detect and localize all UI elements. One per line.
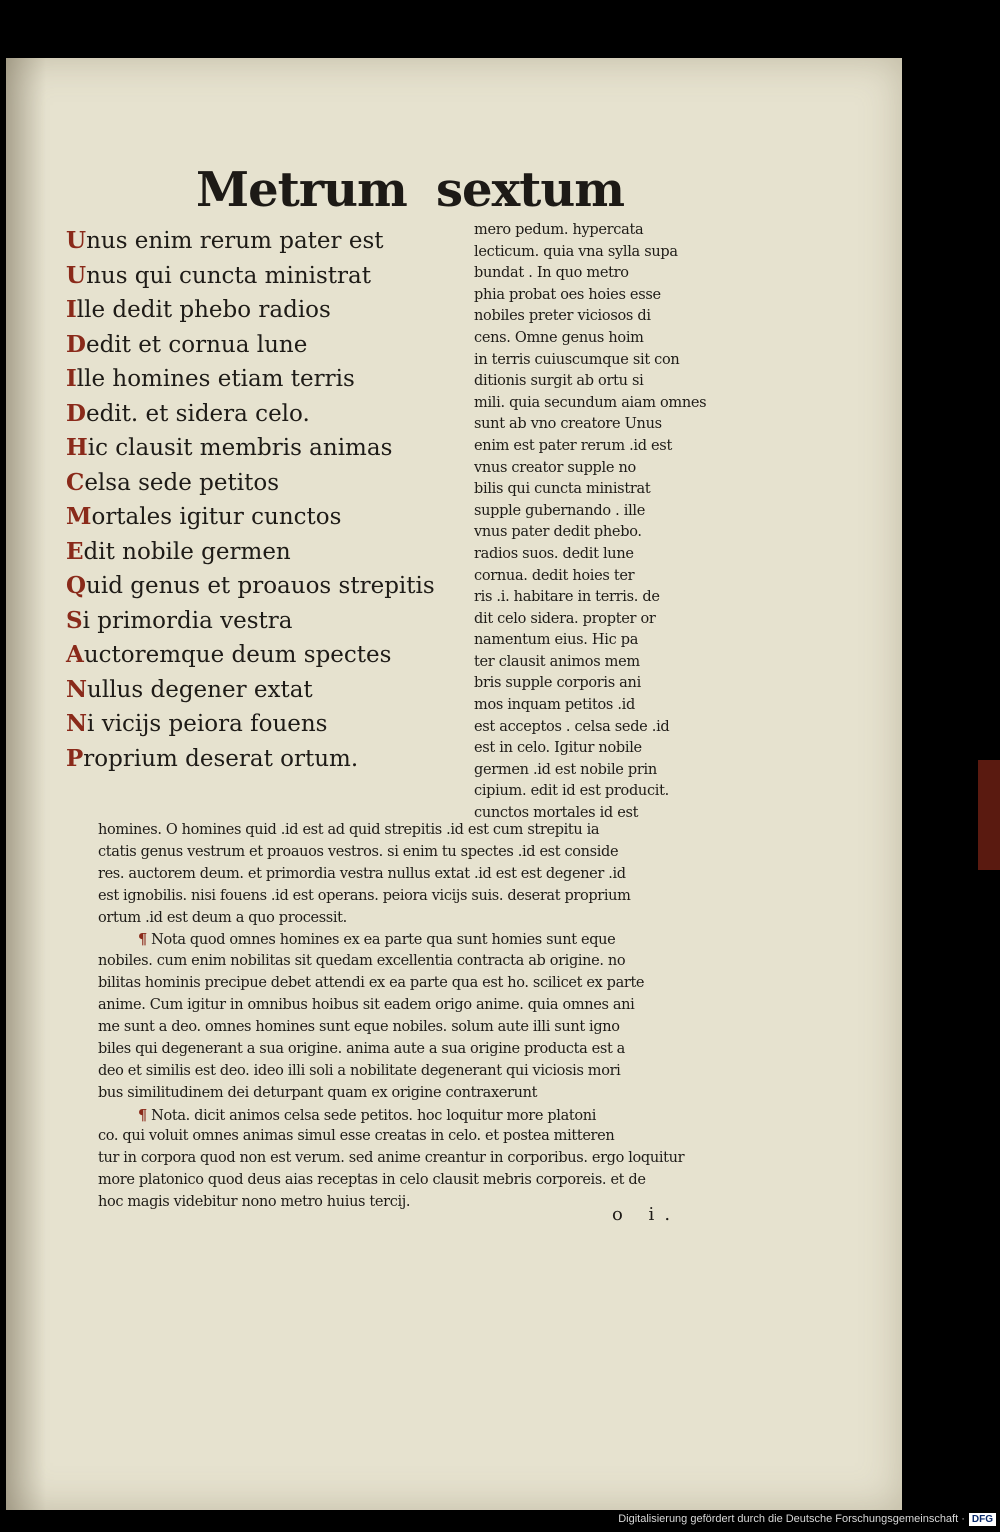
gloss-line: germen .id est nobile prin [474,761,657,778]
gloss-line: cipium. edit id est producit. [474,783,669,800]
verse-line: Hic clausit membris animas [66,434,393,461]
gloss-column [474,220,714,825]
commentary-line: co. qui voluit omnes animas simul esse creatas in celo. et postea mitteren [98,1128,615,1145]
gloss-line: est acceptos . celsa sede .id [474,718,670,735]
gloss-line: cornua. dedit hoies ter [474,567,635,584]
verse-line: Quid genus et proauos strepitis [66,572,435,599]
signature-mark: o i. [612,1204,681,1225]
gloss-line: mero pedum. hypercata [474,222,644,238]
title-word-2: sextum [436,162,625,218]
footer [618,1510,996,1528]
gloss-line: supple gubernando . ille [474,502,646,519]
initial-letter: N [66,675,88,703]
verse-line: Ni vicijs peiora fouens [66,710,328,737]
paragraph-mark: ¶ [138,1106,147,1124]
gloss-line: bilis qui cuncta ministrat [474,481,651,498]
commentary-line: ¶ Nota. dicit animos celsa sede petitos. hoc loquitur more platoni [138,1106,597,1124]
verse-line: Unus enim rerum pater est [66,227,384,254]
gloss-line: radios suos. dedit lune [474,545,634,562]
gloss-line: bris supple corporis ani [474,675,641,692]
gloss-line: in terris cuiuscumque sit con [474,351,680,368]
gloss-line: sunt ab vno creatore Unus [474,416,662,433]
verse-line: Ille dedit phebo radios [66,296,331,323]
commentary-line: anime. Cum igitur in omnibus hoibus sit eadem origo anime. quia omnes ani [98,997,635,1014]
commentary-line: bus similitudinem dei deturpant quam ex origine contraxerunt [98,1084,538,1101]
commentary-line: deo et similis est deo. ideo illi soli a nobilitate degenerant qui viciosis mori [98,1062,621,1079]
verse-line: Unus qui cuncta ministrat [66,261,371,289]
title-word-1: Metrum [196,162,407,218]
verse-line: Auctoremque deum spectes [66,641,392,668]
initial-letter: C [66,468,85,496]
gloss-line: dit celo sidera. propter or [474,610,656,627]
gloss-line: est in celo. Igitur nobile [474,740,642,757]
paragraph-mark: ¶ [138,931,147,949]
footer-text: Digitalisierung gefördert durch die Deutsche Forschungsgemeinschaft · [618,1513,965,1525]
initial-letter: S [66,606,83,634]
initial-letter: U [66,261,87,289]
commentary-line: ctatis genus vestrum et proauos vestros. si enim tu spectes .id est conside [98,843,619,860]
commentary-line: ortum .id est deum a quo processit. [98,909,347,926]
gloss-line: vnus pater dedit phebo. [474,524,642,541]
initial-letter: D [66,330,86,358]
gloss-line: vnus creator supple no [474,459,636,476]
commentary-line: tur in corpora quod non est verum. sed anime creantur in corporibus. ergo loquitur [98,1150,685,1167]
initial-letter: M [66,503,92,530]
verse-line: Mortales igitur cunctos [66,503,342,530]
verse-line: Edit nobile germen [66,537,291,565]
verse-line: Proprium deserat ortum. [66,744,359,772]
commentary-line: homines. O homines quid .id est ad quid strepitis .id est cum strepitu ia [98,822,600,838]
gloss-line: cunctos mortales id est [474,805,639,822]
gloss-line: mili. quia secundum aiam omnes [474,394,707,411]
verse-column [66,224,466,776]
gloss-line: mos inquam petitos .id [474,697,635,714]
page-edge-marker [978,760,1000,870]
gloss-line: cens. Omne genus hoim [474,329,644,346]
gloss-line: lecticum. quia vna sylla supa [474,243,678,260]
gloss-line: nobiles preter viciosos di [474,308,651,325]
commentary-line: more platonico quod deus aias receptas in celo clausit mebris corporeis. et de [98,1172,646,1189]
gloss-line: phia probat oes hoies esse [474,286,661,303]
verse-line: Celsa sede petitos [66,468,279,496]
initial-letter: U [66,227,87,254]
commentary-line: me sunt a deo. omnes homines sunt eque nobiles. solum aute illi sunt igno [98,1019,620,1036]
commentary-line: est ignobilis. nisi fouens .id est operans. peiora vicijs suis. deserat proprium [98,887,631,904]
gloss-line: bundat . In quo metro [474,265,629,282]
verse-line: Dedit. et sidera celo. [66,399,310,427]
verse-line: Ille homines etiam terris [66,365,355,392]
commentary-line: ¶ Nota quod omnes homines ex ea parte qua sunt homies sunt eque [138,931,616,949]
commentary-block [98,820,708,1214]
gloss-line: namentum eius. Hic pa [474,632,639,649]
commentary-line: bilitas hominis precipue debet attendi ex ea parte qua est ho. scilicet ex parte [98,975,645,992]
gutter-shadow [6,58,46,1510]
initial-letter: E [66,537,84,565]
dfg-logo: DFG [969,1513,996,1526]
commentary-line: nobiles. cum enim nobilitas sit quedam excellentia contracta ab origine. no [98,953,626,970]
initial-letter: Q [66,572,87,599]
gloss-line: ditionis surgit ab ortu si [474,373,644,390]
page-title [196,162,625,218]
initial-letter: P [66,744,84,772]
initial-letter: H [66,434,88,461]
verse-line: Nullus degener extat [66,675,313,703]
commentary-line: biles qui degenerant a sua origine. anima aute a sua origine producta est a [98,1040,625,1057]
initial-letter: A [66,641,84,668]
commentary-line: hoc magis videbitur nono metro huius tercij. [98,1194,411,1211]
gloss-line: enim est pater rerum .id est [474,437,672,454]
gloss-line: ter clausit animos mem [474,653,640,670]
initial-letter: N [66,710,88,737]
initial-letter: I [66,296,77,323]
commentary-line: res. auctorem deum. et primordia vestra nullus extat .id est est degener .id [98,865,626,882]
initial-letter: D [66,399,86,427]
initial-letter: I [66,365,77,392]
verse-line: Dedit et cornua lune [66,330,308,358]
verse-line: Si primordia vestra [66,606,293,634]
gloss-line: ris .i. habitare in terris. de [474,589,660,606]
